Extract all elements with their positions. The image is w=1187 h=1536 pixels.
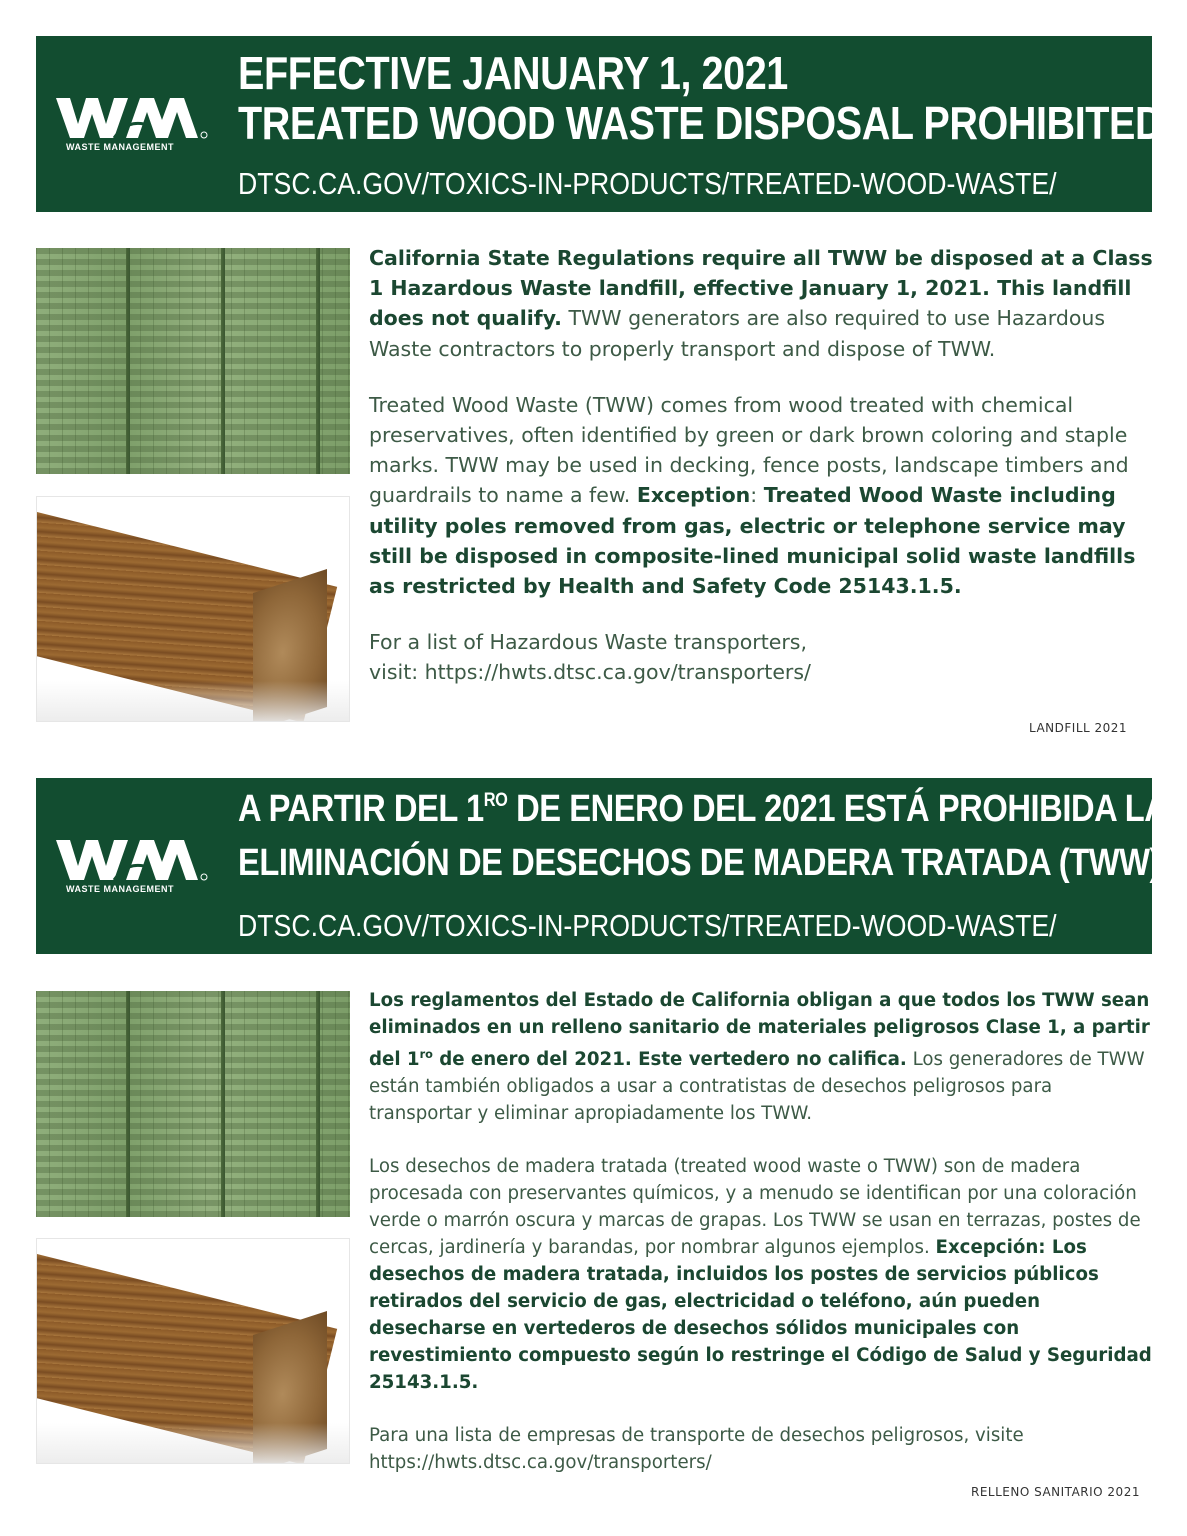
spanish-paragraph-3 — [369, 1422, 1154, 1476]
wm-logo-icon — [54, 836, 214, 882]
spanish-p1-regular: Los generadores de TWW están también obligados a usar a contratistas de desechos peligrosos para transportar y eliminar apropiadamente los TWW. — [369, 1048, 1145, 1124]
spanish-p1-sup: ro — [419, 1048, 433, 1061]
brown-post-photo — [36, 1238, 350, 1464]
spanish-heading-part-a: A PARTIR DEL 1 — [238, 788, 484, 830]
english-exception-label: Exception — [636, 483, 751, 508]
english-p2-regular: Treated Wood Waste (TWW) comes from wood treated with chemical preservatives, often identified by green or dark brown coloring and staple marks. TWW may be used in decking, fence posts, landscape timbers and guardrails to name a few. — [369, 392, 1129, 508]
spanish-heading-line1 — [238, 788, 1168, 831]
english-p3-line1: For a list of Hazardous Waste transporters, — [369, 630, 807, 655]
english-p1-regular: TWW generators are also required to use Hazardous Waste contractors to properly transport and dispose of TWW. — [369, 306, 1106, 361]
spanish-transporters-link[interactable]: https://hwts.dtsc.ca.gov/transporters/ — [369, 1451, 712, 1473]
wm-logo — [54, 836, 214, 896]
spanish-heading-part-b: DE ENERO DEL 2021 ESTÁ PROHIBIDA LA — [507, 788, 1168, 830]
english-paragraph-3 — [369, 627, 1154, 687]
spanish-body — [369, 987, 1154, 1476]
spanish-heading-line2: ELIMINACIÓN DE DESECHOS DE MADERA TRATADA (TWW) — [238, 842, 1161, 884]
wm-logo — [54, 94, 214, 154]
english-body — [369, 243, 1154, 688]
english-banner — [36, 36, 1164, 212]
spanish-banner-url[interactable]: DTSC.CA.GOV/TOXICS-IN-PRODUCTS/TREATED-WOOD-WASTE/ — [238, 908, 1057, 943]
english-paragraph-2 — [369, 390, 1154, 601]
logo-subtitle: WASTE MANAGEMENT — [66, 142, 174, 152]
green-decking-photo — [36, 991, 350, 1217]
spanish-p2-regular: Los desechos de madera tratada (treated wood waste o TWW) son de madera procesada con preservantes químicos, y a menudo se identifican por una coloración verde o marrón oscura y marcas de grapas. Los TWW se usan en terrazas, postes de cercas, jardinería y barandas, por nombrar algunos ejemplos. — [369, 1155, 1141, 1258]
english-paragraph-1 — [369, 243, 1154, 364]
spanish-p3-line1: Para una lista de empresas de transporte de desechos peligrosos, visite — [369, 1424, 1024, 1446]
spanish-banner — [36, 778, 1168, 954]
english-banner-url[interactable]: DTSC.CA.GOV/TOXICS-IN-PRODUCTS/TREATED-WOOD-WASTE/ — [238, 166, 1057, 201]
english-p2-bold: Treated Wood Waste including utility poles removed from gas, electric or telephone service may still be disposed in composite-lined municipal solid waste landfills as restricted by Health and Safety Code 25143.1.5. — [369, 483, 1136, 599]
green-decking-photo — [36, 248, 350, 474]
spanish-paragraph-1 — [369, 987, 1154, 1127]
spanish-p1-bold-b: de enero del 2021. Este vertedero no califica. — [432, 1048, 907, 1070]
spanish-paragraph-2 — [369, 1153, 1154, 1396]
wm-logo-icon — [54, 94, 214, 140]
english-footnote: LANDFILL 2021 — [1029, 721, 1128, 735]
english-heading-line2: TREATED WOOD WASTE DISPOSAL PROHIBITED — [238, 97, 1164, 149]
spanish-p2-bold: Excepción: Los desechos de madera tratada, incluidos los postes de servicios públicos retirados del servicio de gas, electricidad o teléfono, aún pueden desecharse en vertederos de desechos sólidos municipales con revestimiento compuesto según lo restringe el Código de Salud y Seguridad 25143.1.5. — [369, 1236, 1152, 1393]
english-heading-line1: EFFECTIVE JANUARY 1, 2021 — [238, 47, 788, 99]
english-p1-bold: California State Regulations require all TWW be disposed at a Class 1 Hazardous Waste landfill, effective January 1, 2021. This landfill does not qualify. — [369, 246, 1153, 331]
spanish-p1-bold-a: Los reglamentos del Estado de California obligan a que todos los TWW sean eliminados en un relleno sanitario de materiales peligrosos Clase 1, a partir del 1 — [369, 990, 1150, 1070]
spanish-heading-sup: RO — [483, 789, 508, 811]
english-exception-colon: : — [750, 483, 764, 508]
spanish-footnote: RELLENO SANITARIO 2021 — [971, 1485, 1140, 1499]
logo-subtitle: WASTE MANAGEMENT — [66, 884, 174, 894]
brown-post-photo — [36, 496, 350, 722]
english-transporters-link[interactable]: visit: https://hwts.dtsc.ca.gov/transporters/ — [369, 660, 811, 685]
